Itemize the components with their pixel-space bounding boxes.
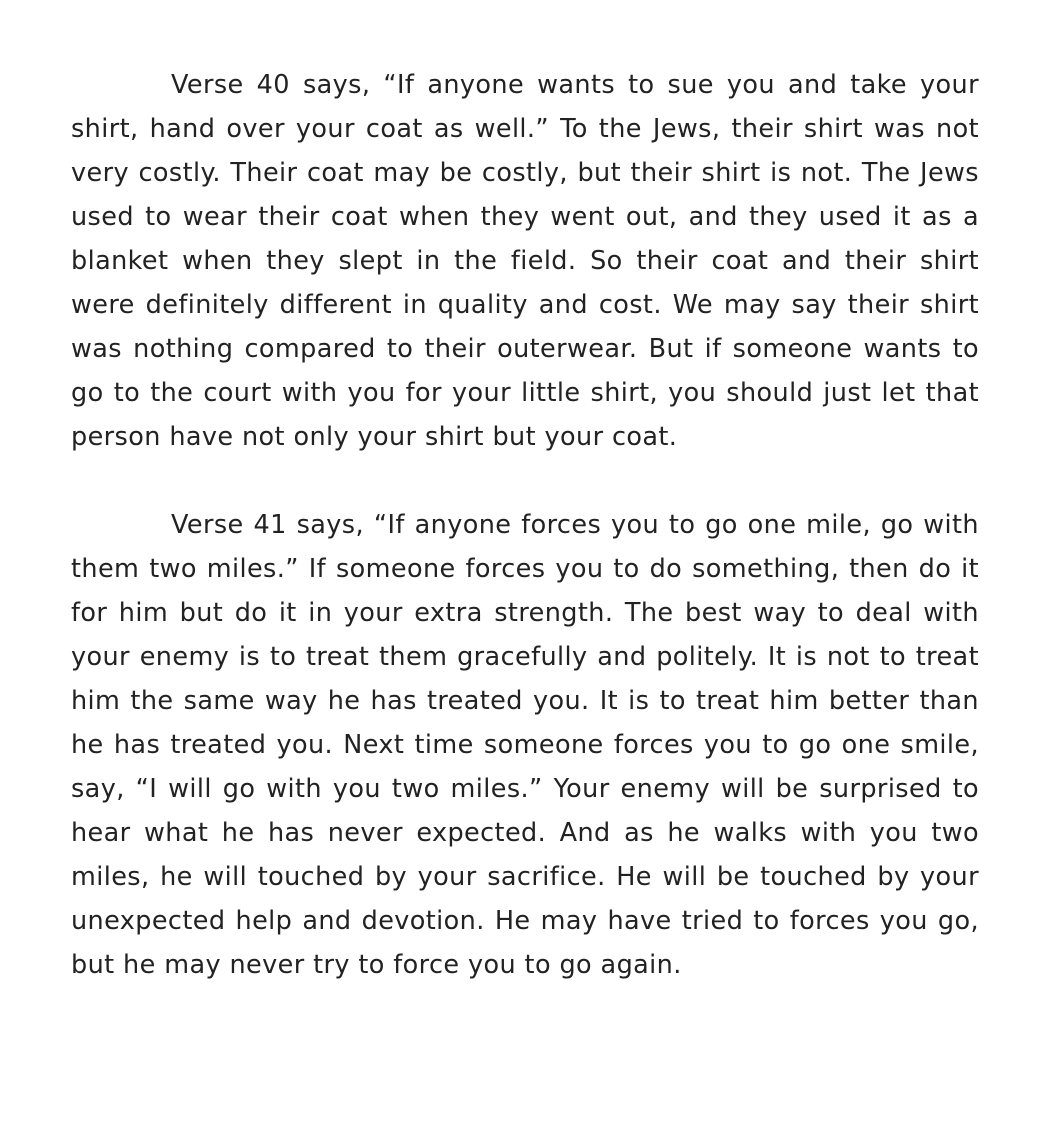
paragraph-verse-40: Verse 40 says, “If anyone wants to sue you and take your shirt, hand over your coat as well.” To the Jews, their shirt was not very costly. Their coat may be costly, but their shirt is not. The Jews used to wear their coat when they went out, and they used it as a blanket when they slept in the field. So their coat and their shirt were definitely different in quality and cost. We may say their shirt was nothing compared to their outerwear. But if someone wants to go to the court with you for your little shirt, you should just let that person have not only your shirt but your coat. — [71, 70, 979, 452]
document-page — [71, 63, 979, 987]
paragraph-verse-41: Verse 41 says, “If anyone forces you to go one mile, go with them two miles.” If someone forces you to do something, then do it for him but do it in your extra strength. The best way to deal with your enemy is to treat them gracefully and politely. It is not to treat him the same way he has treated you. It is to treat him better than he has treated you. Next time someone forces you to go one smile, say, “I will go with you two miles.” Your enemy will be surprised to hear what he has never expected. And as he walks with you two miles, he will touched by your sacrifice. He will be touched by your unexpected help and devotion. He may have tried to forces you go, but he may never try to force you to go again. — [71, 510, 979, 980]
